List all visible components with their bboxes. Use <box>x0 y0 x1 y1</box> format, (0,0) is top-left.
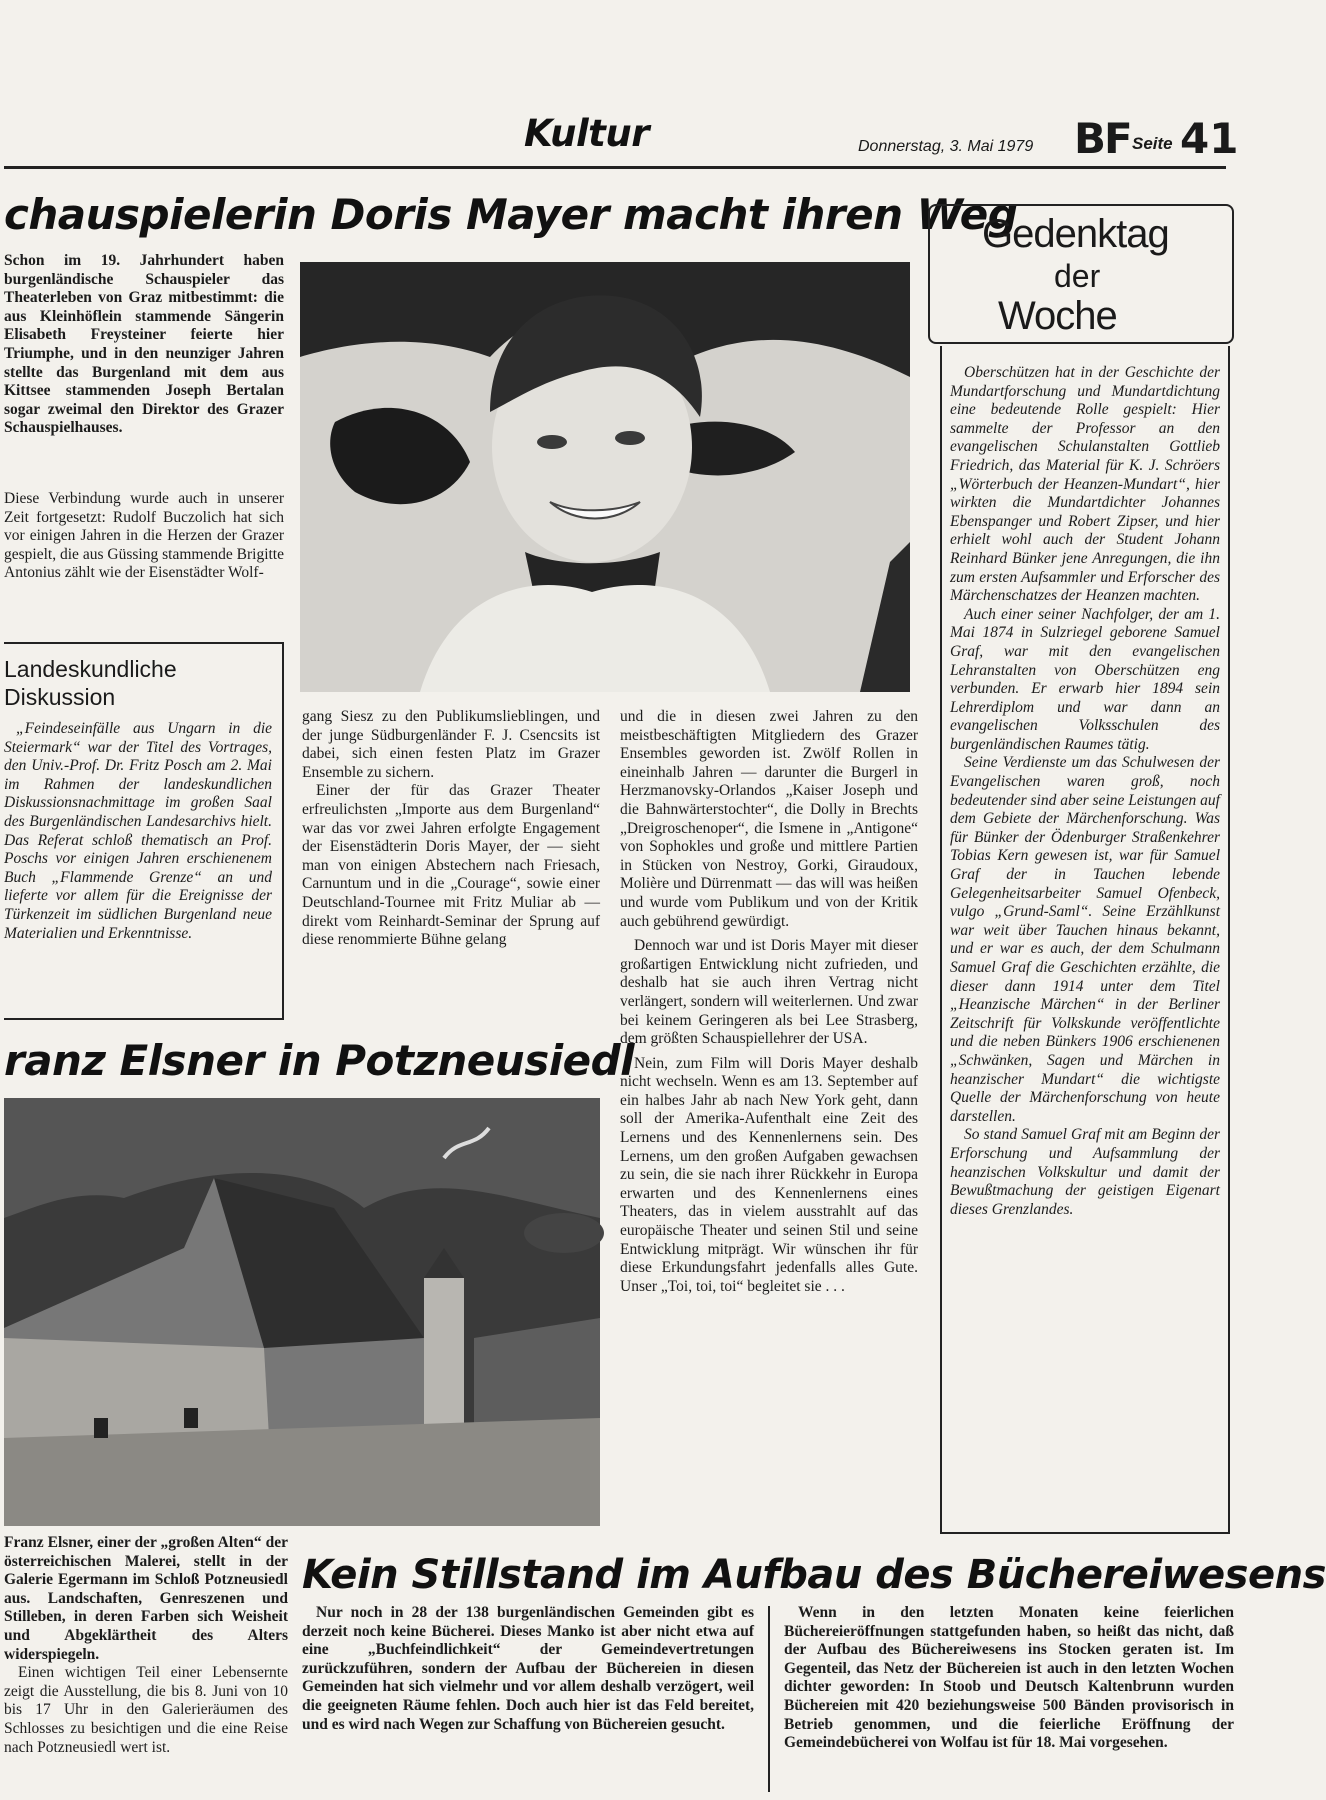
gedenktag-title-line1: Gedenktag <box>982 212 1169 256</box>
mayer-col2-paragraph: Einer der für das Grazer Theater erfreulichsten „Importe aus dem Burgenland“ war das vor zwei Jahren erfolgte Engagement der Eisenstädterin Doris Mayer, der — sieht man von einigen Abstechern nach Friesach, Carnuntum und in die „Courage“, sowie einer Deutschland-Tournee mit Fritz Muliar ab — direkt vom Reinhardt-Seminar der Sprung auf diese renommierte Bühne gelang <box>302 782 600 949</box>
gedenktag-paragraph: Oberschützen hat in der Geschichte der Mundartforschung und Mundartdichtung eine bedeutende Rolle gespielt: Hier sammelte der Professor an den evangelischen Schulanstalten Gottlieb Friedrich, das Material für K. J. Schröers „Wörterbuch der Heanzen-Mundart“, hier wirkten die Mundartdichter Johannes Ebenspanger und Robert Zipser, und hier erhielt wohl auch der Student Johann Reinhard Bünker jene Anregungen, die ihn zum ersten Aufsammler und Erforscher des Märchenschatzes der Heanzen machten. <box>950 364 1220 605</box>
buecherei-column-2 <box>784 1604 1234 1796</box>
mayer-col3-paragraph: und die in diesen zwei Jahren zu den meistbeschäftigten Mitgliedern des Grazer Ensembles geworden ist. Zwölf Rollen in eineinhalb Jahren — darunter die Burgerl in Herzmanovsky-Orlandos „Kaiser Joseph und die Bahnwärterstochter“, die Dolly in Brechts „Dreigroschenoper“, die Ismene in „Antigone“ von Sophokles und große und mittlere Partien in Stücken von Nestroy, Gorki, Giraudoux, Molière und Dürrenmatt — das will was heißen und wurde vom Publikum und von der Kritik auch gebührend gewürdigt. <box>620 708 918 930</box>
newspaper-logo: BF <box>1074 114 1131 163</box>
mayer-intro <box>4 252 284 474</box>
headline-buecherei: Kein Stillstand im Aufbau des Büchereiwesens <box>302 1552 1326 1598</box>
gedenktag-paragraph: Auch einer seiner Nachfolger, der am 1. Mai 1874 in Sulzriegel geborene Samuel Graf, war mit den evangelischen Lehranstalten von Oberschützen eng verbunden. Er erwarb hier 1894 sein Lehrerdiplom und war dann an evangelischen Volksschulen des burgenländischen Raumes tätig. <box>950 605 1220 753</box>
mayer-intro-paragraph: Schon im 19. Jahrhundert haben burgenländische Schauspieler das Theaterleben von Graz mitbestimmt: die aus Kleinhöflein stammende Sängerin Elisabeth Freysteiner feierte hier Triumphe, und in den neunziger Jahren stellte das Burgenland mit dem aus Kittsee stammenden Joseph Bertalan sogar zweimal den Direktor des Grazer Schauspielhauses. <box>4 252 284 437</box>
diskussion-box <box>4 642 284 1020</box>
gedenktag-text <box>950 364 1220 1530</box>
mayer-col3-paragraph: Nein, zum Film will Doris Mayer deshalb nicht wechseln. Wenn es am 13. September auf ein halbes Jahr ab nach New York geht, dann soll der Amerika-Aufenthalt eine Zeit des Lernens und des Kennenlernens sein. Des Lernens, um den großen Aufgaben gewachsen zu sein, die sie nach ihrer Rückkehr in Europa erwarten und des Kennenlernens eines Theaters, das in vielem ausstrahlt auf das europäische Theater und seinen Stil und seine Entwicklung mitprägt. Wir wünschen ihr für diese Erkundungsfahrt jedenfalls alles Gute. Unser „Toi, toi, toi“ begleitet sie . . . <box>620 1054 918 1295</box>
diskussion-text: „Feindeseinfälle aus Ungarn in die Steiermark“ war der Titel des Vortrages, den Univ.-Prof. Dr. Fritz Posch am 2. Mai im Rahmen der landeskundlichen Diskussionsnachmittage im großen Saal des Burgenländischen Landesarchivs hielt. Das Referat schloß thematisch an Prof. Poschs vor einigen Jahren erschienenem Buch „Flammende Grenze“ an und lieferte vor allem für die Ereignisse der Türkenzeit im südlichen Burgenland neue Materialien und Erkenntnisse. <box>4 720 272 942</box>
page-number: 41 <box>1180 114 1239 163</box>
elsner-paragraph: Franz Elsner, einer der „großen Alten“ der österreichischen Malerei, stellt in der Galerie Egermann im Schloß Potzneusiedl aus. Landschaften, Genreszenen und Stilleben, in deren Farben sich Weisheit und Abgeklärtheit des Alters widerspiegeln. <box>4 1534 288 1663</box>
elsner-painting <box>4 1098 600 1526</box>
issue-date: Donnerstag, 3. Mai 1979 <box>858 138 1034 155</box>
masthead-rule <box>4 166 1226 169</box>
painting-illustration <box>4 1098 600 1526</box>
gedenktag-title-line2: der <box>1054 258 1101 294</box>
buecherei-col1-paragraph: Nur noch in 28 der 138 burgenländischen Gemeinden gibt es derzeit noch keine Bücherei. Dieses Manko ist aber nicht etwa auf eine „Buchfeindlichkeit“ der Gemeindevertretungen zurückzuführen, sondern der Aufbau der Büchereien in diesen Gemeinden hat sich vielmehr und vor allem deshalb verzögert, weil die geeigneten Räume fehlen. Doch auch hier ist das Feld bereitet, und es wird nach Wegen zur Schaffung von Büchereien gesucht. <box>302 1604 754 1733</box>
gedenktag-paragraph: So stand Samuel Graf mit am Beginn der Erforschung und Aufsammlung der heanzischen Volkskultur und damit der Bewußtmachung der geistigen Eigenart dieses Grenzlandes. <box>950 1126 1220 1218</box>
mayer-body-left <box>4 490 284 624</box>
headline-elsner: ranz Elsner in Potzneusiedl <box>4 1036 635 1085</box>
doris-mayer-photo <box>300 262 910 692</box>
mayer-col3-paragraph: Dennoch war und ist Doris Mayer mit dieser großartigen Entwicklung nicht zufrieden, und deshalb hat sie auch ihren Vertrag nicht verlängert, sondern will weiterlernen. Und zwar bei keinem Geringeren als bei Lee Strasberg, dem größten Schauspiellehrer der USA. <box>620 937 918 1048</box>
diskussion-title-line1: Landeskundliche <box>4 656 177 682</box>
headline-mayer: chauspielerin Doris Mayer macht ihren Weg <box>4 190 1018 239</box>
elsner-text <box>4 1534 288 1796</box>
page-label: Seite <box>1132 134 1173 153</box>
buecherei-column-divider <box>768 1606 770 1792</box>
diskussion-title-line2: Diskussion <box>4 684 116 710</box>
buecherei-col2-paragraph: Wenn in den letzten Monaten keine feierlichen Büchereieröffnungen stattgefunden haben, so heißt das nicht, daß der Aufbau des Büchereiwesens ins Stocken geraten ist. Im Gegenteil, das Netz der Büchereien ist auch in den letzten Wochen dichter geworden: In Stoob und Deutsch Kaltenbrunn wurden Büchereien mit 420 beziehungsweise 500 Bänden provisorisch in Betrieb genommen, und die feierliche Eröffnung der Gemeindebücherei von Wolfau ist für 18. Mai vorgesehen. <box>784 1604 1234 1752</box>
gedenktag-title-box <box>928 204 1234 344</box>
mayer-column-2 <box>302 708 600 1024</box>
elsner-paragraph: Einen wichtigen Teil einer Lebensernte zeigt die Ausstellung, die bis 8. Juni von 10 bis 17 Uhr in den Galerieräumen des Schlosses zu besichtigen und die eine Reise nach Potzneusiedl wert ist. <box>4 1664 288 1756</box>
section-title: Kultur <box>524 112 649 155</box>
mayer-body-left-paragraph: Diese Verbindung wurde auch in unserer Zeit fortgesetzt: Rudolf Buczolich hat sich vor einigen Jahren in die Herzen der Grazer gespielt, die aus Güssing stammende Brigitte Antonius zählt wie der Eisenstädter Wolf- <box>4 490 284 582</box>
mayer-col2-paragraph: gang Siesz zu den Publikumslieblingen, und der junge Südburgenländer F. J. Csencsits ist dabei, sich einen festen Platz im Grazer Ensemble zu sichern. <box>302 708 600 781</box>
portrait-illustration <box>300 262 910 692</box>
buecherei-column-1 <box>302 1604 754 1796</box>
mayer-column-3 <box>620 708 918 1538</box>
gedenktag-title-line3: Woche <box>998 294 1117 338</box>
gedenktag-paragraph: Seine Verdienste um das Schulwesen der Evangelischen waren groß, noch bedeutender sind aber seine Leistungen auf dem Gebiete der Märchenforschung. Was für Bünker der Ödenburger Straßenkehrer Tobias Kern gewesen ist, war für Samuel Graf der in Tauchen lebende Gelegenheitsarbeiter Samuel Ofenbeck, vulgo „Grund-Saml“. Seine Erzählkunst war weit über Tauchen hinaus bekannt, und er war es auch, der dem Schulmann Samuel Graf die Geschichten erzählte, die dieser dann 1914 unter dem Titel „Heanzische Märchen“ in der Berliner Zeitschrift für Volkskunde veröffentlichte und die neben Bünkers 1906 erschienenen „Schwänken, Sagen und Märchen in heanzischer Mundart“ die wichtigste Quelle der Märchenforschung von heute darstellen. <box>950 754 1220 1125</box>
